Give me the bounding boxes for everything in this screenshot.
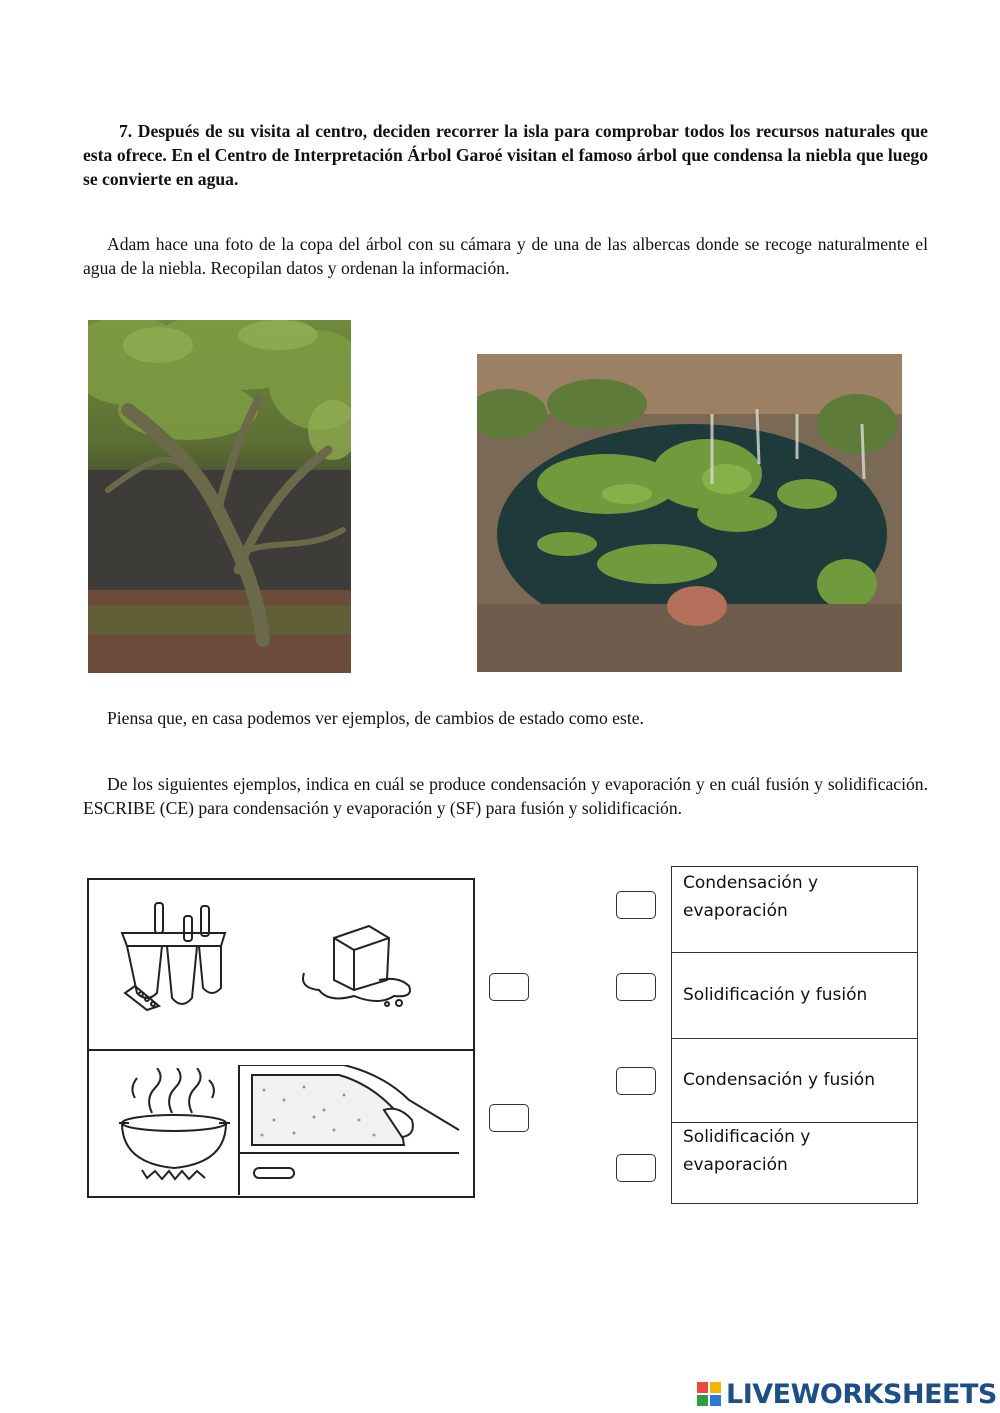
garoe-tree-photo — [88, 320, 351, 673]
melting-ice-cube-icon — [299, 918, 419, 1008]
option-row-1 — [672, 867, 917, 953]
option-row-3 — [672, 1039, 917, 1123]
adam-paragraph: Adam hace una foto de la copa del árbol con su cámara y de una de las albercas donde se recoge naturalmente el agua de la niebla. Recopilan datos y ordenan la información. — [83, 234, 928, 278]
answer-box-bottom-example[interactable] — [489, 1104, 529, 1132]
water-pool-photo — [477, 354, 902, 672]
answer-box-option-3[interactable] — [616, 1067, 656, 1095]
boiling-pot-icon — [117, 1068, 232, 1183]
liveworksheets-logo — [696, 1378, 997, 1410]
options-table — [671, 866, 918, 1204]
answer-box-option-4[interactable] — [616, 1154, 656, 1182]
popsicle-mold-icon — [117, 898, 232, 1018]
option-row-2 — [672, 953, 917, 1039]
examples-illustration-panel — [87, 878, 475, 1198]
foggy-car-window-icon — [234, 1065, 474, 1197]
think-paragraph: Piensa que, en casa podemos ver ejemplos, de cambios de estado como este. — [107, 708, 644, 728]
panel-divider — [89, 1049, 473, 1051]
option-label: Condensación y evaporación — [683, 873, 819, 921]
option-row-4 — [672, 1123, 917, 1203]
answer-box-option-1[interactable] — [616, 891, 656, 919]
option-label: Solidificación y fusión — [683, 985, 868, 1005]
option-label: Condensación y fusión — [683, 1070, 875, 1090]
answer-box-top-example[interactable] — [489, 973, 529, 1001]
logo-text: LIVEWORKSHEETS — [726, 1378, 997, 1410]
instructions-paragraph: De los siguientes ejemplos, indica en cuál se produce condensación y evaporación y en cuál fusión y solidificación. ESCRIBE (CE) para condensación y evaporación y (SF) para fusión y solidificación. — [83, 774, 928, 818]
answer-box-option-2[interactable] — [616, 973, 656, 1001]
liveworksheets-logo-icon — [696, 1381, 722, 1407]
option-label: Solidificación y evaporación — [683, 1127, 811, 1175]
question-7-text: 7. Después de su visita al centro, deciden recorrer la isla para comprobar todos los recursos naturales que esta ofrece. En el Centro de Interpretación Árbol Garoé visitan el famoso árbol que condensa la niebla que luego se convierte en agua. — [83, 121, 928, 189]
